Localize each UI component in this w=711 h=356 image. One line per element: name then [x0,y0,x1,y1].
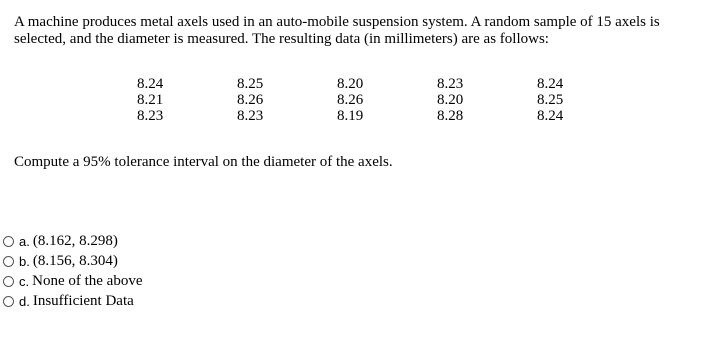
option-letter: a. [19,233,30,249]
data-table [137,76,637,124]
data-cell: 8.26 [337,92,364,108]
option-letter: b. [19,253,30,269]
data-cell: 8.25 [537,92,564,108]
table-row [137,76,637,92]
question-text [14,14,704,48]
data-cell: 8.25 [237,76,264,92]
option-text: None of the above [32,272,143,289]
data-cell: 8.24 [537,76,564,92]
data-cell: 8.21 [137,92,164,108]
radio-button[interactable] [3,256,14,267]
data-cell: 8.24 [537,108,564,124]
table-row [137,108,637,124]
data-cell: 8.20 [437,92,464,108]
option-d[interactable] [3,291,143,311]
data-cell: 8.23 [237,108,264,124]
option-text: (8.156, 8.304) [32,252,118,269]
option-text: Insufficient Data [32,292,134,309]
radio-button[interactable] [3,296,14,307]
radio-button[interactable] [3,276,14,287]
option-text: (8.162, 8.298) [32,232,118,249]
option-c[interactable] [3,271,143,291]
option-letter: d. [19,293,30,309]
data-cell: 8.23 [137,108,164,124]
answer-options [3,231,143,311]
data-cell: 8.24 [137,76,164,92]
data-cell: 8.20 [337,76,364,92]
question-intro: A machine produces metal axels used in an auto-mobile suspension system. A random sample of 15 axels is selected, and the diameter is measured. The resulting data (in millimeters) are as follows: [14,14,660,47]
data-cell: 8.19 [337,108,364,124]
data-cell: 8.28 [437,108,464,124]
radio-button[interactable] [3,236,14,247]
option-letter: c. [19,273,30,289]
question-prompt: Compute a 95% tolerance interval on the diameter of the axels. [14,154,393,170]
option-a[interactable] [3,231,143,251]
option-b[interactable] [3,251,143,271]
data-cell: 8.23 [437,76,464,92]
table-row [137,92,637,108]
data-cell: 8.26 [237,92,264,108]
